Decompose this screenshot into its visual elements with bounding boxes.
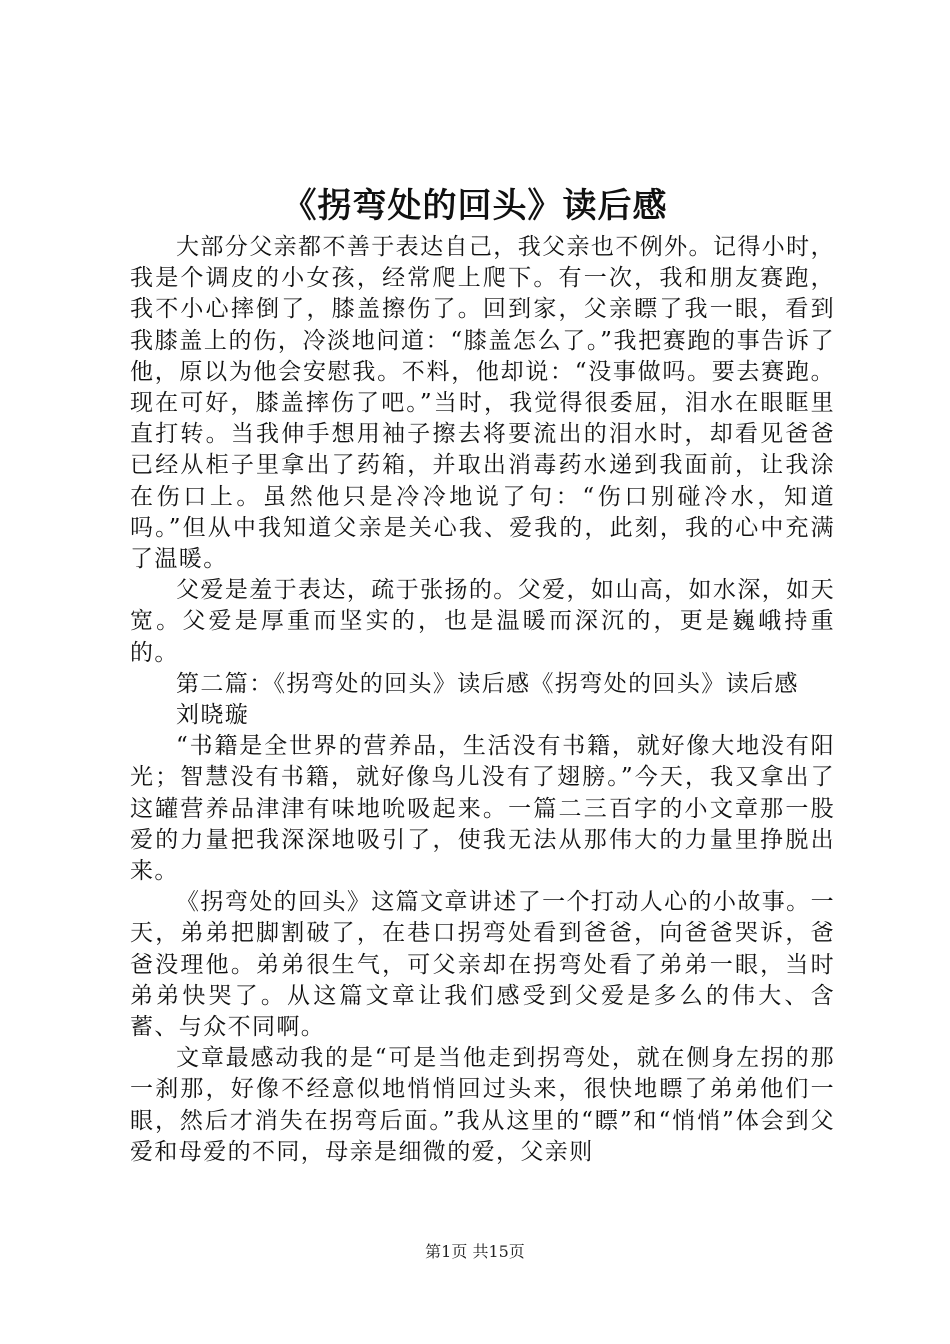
author-name: 刘晓璇 [176,702,250,729]
paragraph-3: “书籍是全世界的营养品，生活没有书籍，就好像大地没有阳光；智慧没有书籍，就好像鸟儿没有了翅膀。”今天，我又拿出了这罐营养品津津有味地吮吸起来。一篇二三百字的小文章那一股爱的力量把我深深地吸引了，使我无法从那伟大的力量里挣脱出来。 [130,733,835,885]
paragraph-5: 文章最感动我的是“可是当他走到拐弯处，就在侧身左拐的那一刹那，好像不经意似地悄悄回过头来，很快地瞟了弟弟他们一眼，然后才消失在拐弯后面。”我从这里的“瞟”和“悄悄”体会到父爱和母爱的不同，母亲是细微的爱，父亲则 [130,1045,835,1165]
page-footer: 第1页 共15页 [425,1242,525,1261]
paragraph-2: 父爱是羞于表达，疏于张扬的。父爱，如山高，如水深，如天宽。父爱是厚重而坚实的，也是温暖而深沉的，更是巍峨持重的。 [130,577,835,666]
document-body [130,232,835,1168]
document-title: 《拐弯处的回头》读后感 [282,186,668,226]
paragraph-1: 大部分父亲都不善于表达自己，我父亲也不例外。记得小时，我是个调皮的小女孩，经常爬上爬下。有一次，我和朋友赛跑，我不小心摔倒了，膝盖擦伤了。回到家，父亲瞟了我一眼，看到我膝盖上的伤，冷淡地问道：“膝盖怎么了。”我把赛跑的事告诉了他，原以为他会安慰我。不料，他却说：“没事做吗。要去赛跑。现在可好，膝盖摔伤了吧。”当时，我觉得很委屈，泪水在眼眶里直打转。当我伸手想用袖子擦去将要流出的泪水时，却看见爸爸已经从柜子里拿出了药箱，并取出消毒药水递到我面前，让我涂在伤口上。虽然他只是冷冷地说了句：“伤口别碰冷水，知道吗。”但从中我知道父亲是关心我、爱我的，此刻，我的心中充满了温暖。 [130,234,835,573]
section-heading: 第二篇：《拐弯处的回头》读后感《拐弯处的回头》读后感 [176,670,799,697]
paragraph-4: 《拐弯处的回头》这篇文章讲述了一个打动人心的小故事。一天，弟弟把脚割破了，在巷口拐弯处看到爸爸，向爸爸哭诉，爸爸没理他。弟弟很生气，可父亲却在拐弯处看了弟弟一眼，当时弟弟快哭了。从这篇文章让我们感受到父爱是多么的伟大、含蓄、与众不同啊。 [130,889,835,1041]
